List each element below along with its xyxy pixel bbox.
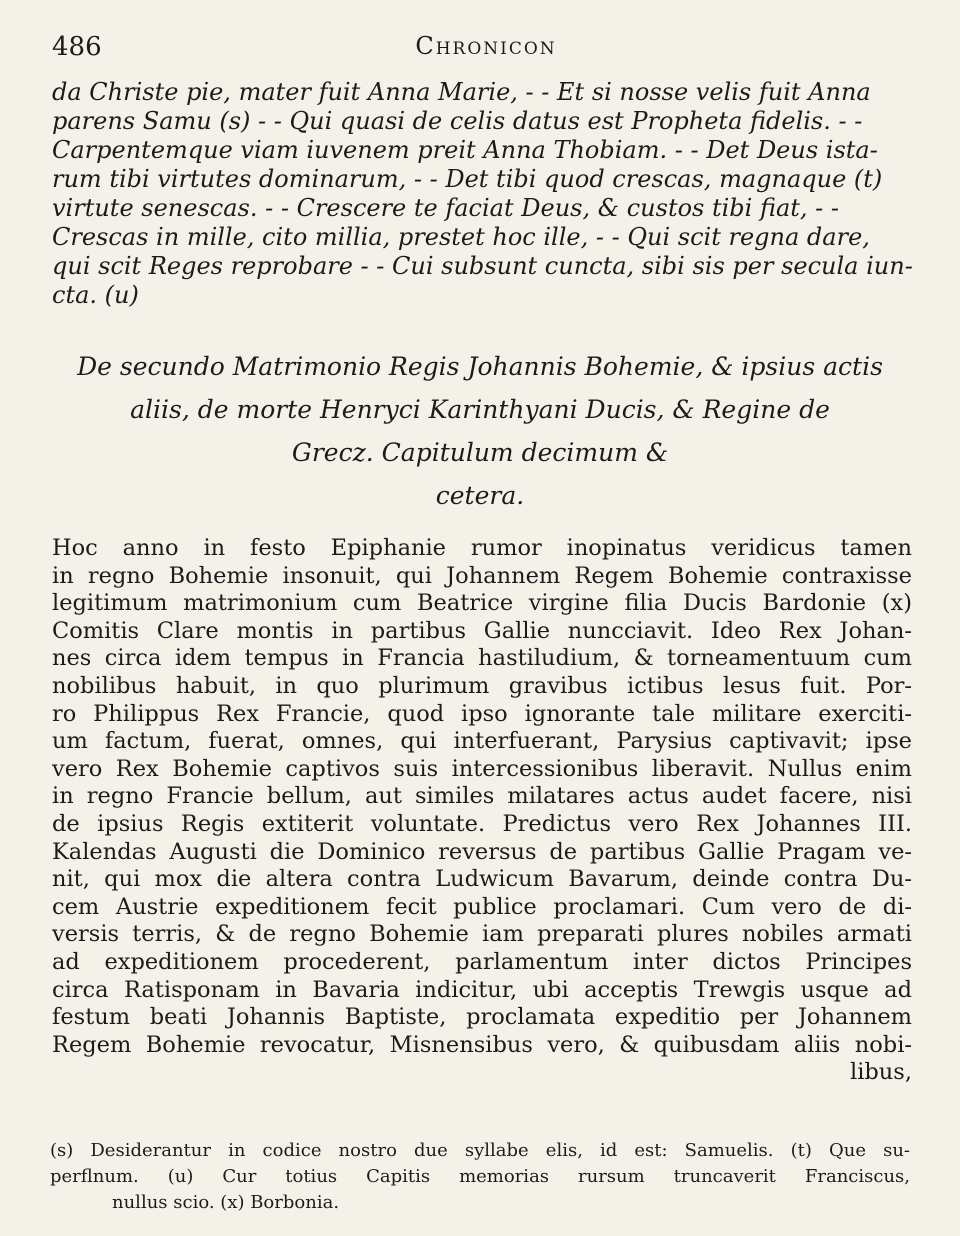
body-line: versis terris, & de regno Bohemie iam preparati plures nobiles armati [52,921,912,948]
body-line: circa Ratisponam in Bavaria indicitur, ubi acceptis Trewgis usque ad [52,976,912,1003]
chapter-title-line: Grecz. Capitulum decimum & [291,438,669,467]
footnotes [50,1138,910,1216]
body-line: Hoc anno in festo Epiphanie rumor inopinatus veridicus tamen [52,535,912,561]
body-line: Regem Bohemie revocatur, Misnensibus vero, & quibusdam aliis nobi- [52,1031,912,1058]
verse-line: da Christe pie, mater fuit Anna Marie, - - Et si nosse velis fuit Anna [52,78,871,106]
body-line: de ipsius Regis extiterit voluntate. Predictus vero Rex Johannes III. [52,810,912,837]
footnote-line: nullus scio. (x) Borbonia. [112,1192,340,1213]
verse-line: Crescas in mille, cito millia, prestet hoc ille, - - Qui scit regna dare, [52,223,870,251]
body-line: in regno Francie bellum, aut similes milatares actus audet facere, nisi [52,783,912,810]
verse-line: rum tibi virtutes dominarum, - - Det tibi quod crescas, magnaque (t) [52,165,883,193]
body-line: ro Philippus Rex Francie, quod ipso ignorante tale militare exerciti- [52,700,912,727]
chapter-title-line: aliis, de morte Henryci Karinthyani Ducis, & Regine de [130,395,830,424]
footnote-line: (s) Desiderantur in codice nostro due syllabe elis, id est: Samuelis. (t) Que su- [50,1140,910,1161]
body-line: legitimum matrimonium cum Beatrice virgine filia Ducis Bardonie (x) [52,590,912,617]
body-line: vero Rex Bohemie captivos suis intercessionibus liberavit. Nullus enim [52,755,912,782]
chapter-title [70,345,890,517]
chapter-title-line: cetera. [435,481,525,510]
body-paragraph [52,535,912,1087]
body-line: Kalendas Augusti die Dominico reversus de partibus Gallie Pragam ve- [52,838,912,865]
body-line: festum beati Johannis Baptiste, proclamata expeditio per Johannem [52,1004,912,1031]
page-number: 486 [52,32,102,62]
body-line: um factum, fuerat, omnes, qui interfuerant, Parysius captivavit; ipse [52,728,912,755]
body-line: ad expeditionem procederent, parlamentum inter dictos Principes [52,948,912,975]
verse-line: cta. (u) [52,281,139,309]
footnote-line: perflnum. (u) Cur totius Capitis memorias rursum truncaverit Franciscus, [50,1166,910,1187]
verse-line: Carpentemque viam iuvenem preit Anna Thobiam. - - Det Deus ista- [52,136,878,164]
body-line: nobilibus habuit, in quo plurimum gravibus ictibus lesus fuit. Por- [52,672,912,699]
body-line: nit, qui mox die altera contra Ludwicum Bavarum, deinde contra Du- [52,866,912,893]
page-header [52,32,920,72]
body-line: cem Austrie expeditionem fecit publice proclamari. Cum vero de di- [52,893,912,920]
chapter-title-line: De secundo Matrimonio Regis Johannis Bohemie, & ipsius actis [77,352,883,381]
verse-block [52,78,913,310]
body-line: in regno Bohemie insonuit, qui Johannem Regem Bohemie contraxisse [52,562,912,589]
running-head: Chronicon [415,32,557,60]
body-line: libus, [850,1059,912,1086]
verse-line: parens Samu (s) - - Qui quasi de celis datus est Propheta fidelis. - - [52,107,863,135]
body-line: Comitis Clare montis in partibus Gallie nuncciavit. Ideo Rex Johan- [52,617,912,644]
verse-line: virtute senescas. - - Crescere te faciat Deus, & custos tibi fiat, - - [52,194,840,222]
verse-line: qui scit Reges reprobare - - Cui subsunt cuncta, sibi sis per secula iun- [52,252,913,280]
body-line: nes circa idem tempus in Francia hastiludium, & torneamentuum cum [52,645,912,672]
